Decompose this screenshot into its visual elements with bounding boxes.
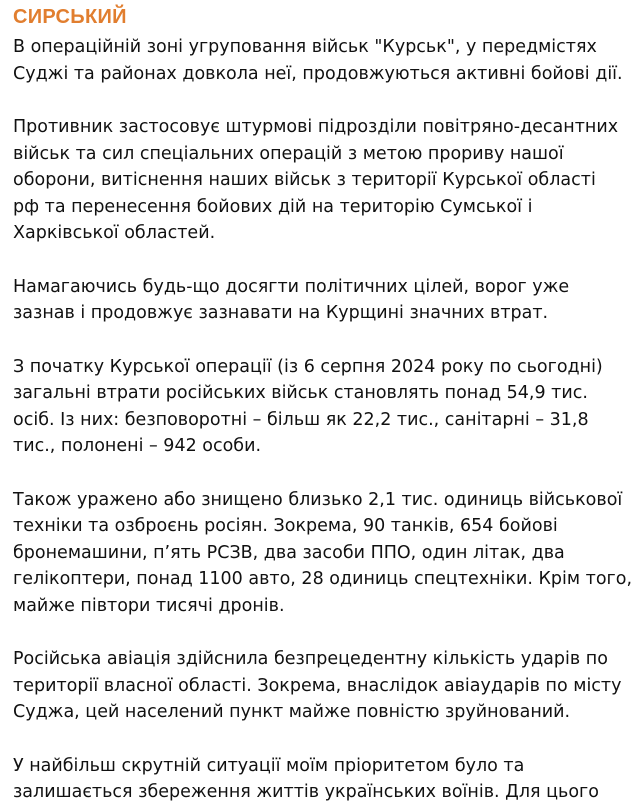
- text-line: оборони, витіснення наших військ з території Курської області: [13, 170, 596, 190]
- text-line: Харківської областей.: [13, 223, 216, 243]
- message-paragraph: [13, 274, 619, 327]
- text-line: Російська авіація здійснила безпрецедентну кількість ударів по: [13, 649, 608, 669]
- text-line: осіб. Із них: безповоротні – більш як 22,2 тис., санітарні – 31,8: [13, 409, 589, 430]
- text-line: тис., полонені – 942 особи.: [13, 436, 262, 456]
- text-line: залишається збереження життів українських воїнів. Для цього: [13, 782, 599, 802]
- text-line: військ та сил спеціальних операцій з метою прориву нашої: [13, 143, 564, 164]
- text-line: З початку Курської операції (із 6 серпня 2024 року по сьогодні): [13, 356, 603, 377]
- text-line: Намагаючись будь-що досягти політичних цілей, ворог уже: [13, 276, 570, 297]
- text-line: Противник застосовує штурмові підрозділи повітряно-десантних: [13, 117, 619, 137]
- text-line: загальні втрати російських військ становлять понад 54,9 тис.: [13, 383, 588, 403]
- text-line: зазнав і продовжує зазнавати на Курщині значних втрат.: [13, 303, 549, 323]
- message-body: [13, 34, 632, 806]
- text-line: бронемашини, п’ять РСЗВ, два засоби ППО, один літак, два: [13, 542, 565, 563]
- text-line: У найбільш скрутній ситуації моїм пріоритетом було та: [13, 755, 525, 776]
- message-paragraph: [13, 487, 632, 620]
- message-paragraph: [13, 34, 623, 87]
- text-line: майже півтори тисячі дронів.: [13, 595, 285, 616]
- text-line: техніки та озброєнь росіян. Зокрема, 90 танків, 654 бойові: [13, 516, 558, 536]
- text-line: рф та перенесення бойових дій на територію Сумської і: [13, 196, 533, 217]
- author-name[interactable]: СИРСЬКИЙ: [13, 6, 127, 28]
- message-paragraph: [13, 354, 619, 460]
- text-line: В операційній зоні угруповання військ "Курськ", у передмістях: [13, 37, 597, 57]
- text-line: Суджа, цей населений пункт майже повністю зруйнований.: [13, 702, 571, 722]
- text-line: території власної області. Зокрема, внаслідок авіаударів по місту: [13, 675, 622, 696]
- message-paragraph: [13, 753, 619, 806]
- text-line: гелікоптери, понад 1100 авто, 28 одиниць спецтехніки. Крім того,: [13, 569, 632, 589]
- message-paragraph: [13, 114, 619, 247]
- text-line: Суджі та районах довкола неї, продовжуються активні бойові дії.: [13, 63, 623, 84]
- message-paragraph: [13, 646, 622, 726]
- text-line: Також уражено або знищено близько 2,1 тис. одиниць військової: [13, 489, 623, 510]
